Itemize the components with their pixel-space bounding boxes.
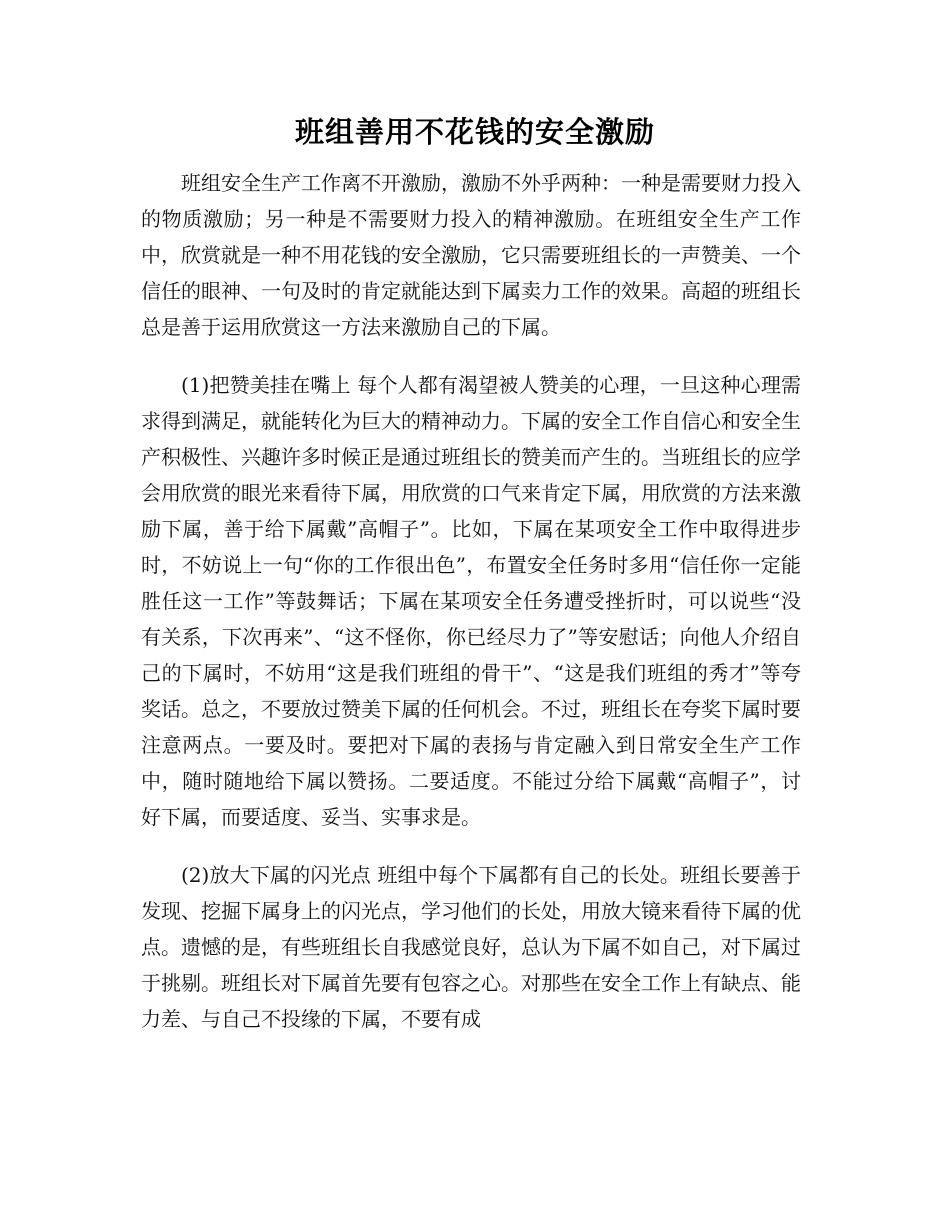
paragraph-praise: (1)把赞美挂在嘴上 每个人都有渴望被人赞美的心理，一旦这种心理需求得到满足，就能转化为巨大的精神动力。下属的安全工作自信心和安全生产积极性、兴趣许多时候正是通过班组长的赞美而产生的。当班组长的应学会用欣赏的眼光来看待下属，用欣赏的口气来肯定下属，用欣赏的方法来激励下属，善于给下属戴”高帽子”。比如，下属在某项安全工作中取得进步时，不妨说上一句“你的工作很出色”，布置安全任务时多用“信任你一定能胜任这一工作”等鼓舞话；下属在某项安全任务遭受挫折时，可以说些“没有关系，下次再来”、“这不怪你，你已经尽力了”等安慰话；向他人介绍自己的下属时，不妨用“这是我们班组的骨干”、“这是我们班组的秀才”等夸奖话。总之，不要放过赞美下属的任何机会。不过，班组长在夸奖下属时要注意两点。一要及时。要把对下属的表扬与肯定融入到日常安全生产工作中，随时随地给下属以赞扬。二要适度。不能过分给下属戴“高帽子”，讨好下属，而要适度、妥当、实事求是。 (141, 373, 801, 829)
paragraph-highlights: (2)放大下属的闪光点 班组中每个下属都有自己的长处。班组长要善于发现、挖掘下属身上的闪光点，学习他们的长处，用放大镜来看待下属的优点。遗憾的是，有些班组长自我感觉良好，总认为下属不如自己，对下属过于挑剔。班组长对下属首先要有包容之心。对那些在安全工作上有缺点、能力差、与自己不投缘的下属，不要有成 (141, 863, 801, 1031)
document-body (141, 165, 801, 1037)
paragraph-intro: 班组安全生产工作离不开激励，激励不外乎两种：一种是需要财力投入的物质激励；另一种是不需要财力投入的精神激励。在班组安全生产工作中，欣赏就是一种不用花钱的安全激励，它只需要班组长的一声赞美、一个信任的眼神、一句及时的肯定就能达到下属卖力工作的效果。高超的班组长总是善于运用欣赏这一方法来激励自己的下属。 (141, 171, 801, 339)
document-title: 班组善用不花钱的安全激励 (294, 115, 655, 149)
